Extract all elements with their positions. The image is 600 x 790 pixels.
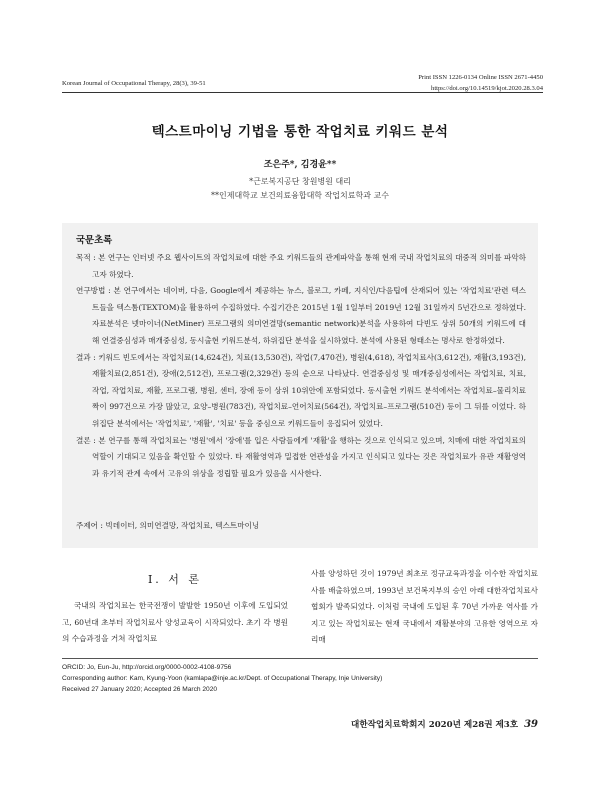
issn-line: Print ISSN 1226-0134 Online ISSN 2671-4450 [418, 74, 543, 81]
affiliation-2: **인제대학교 보건의료융합대학 작업치료학과 교수 [211, 191, 389, 200]
abstract-body [76, 250, 526, 482]
abstract-heading: 국문초록 [76, 235, 113, 246]
header-divider [62, 92, 543, 93]
abstract-purpose: 목적 : 본 연구는 인터넷 주요 웹사이트의 작업치료에 대한 주요 키워드들의 관계파악을 통해 현재 국내 작업치료의 대중적 의미를 파악하고자 하였다. [76, 253, 526, 279]
journal-footer [351, 718, 538, 730]
footnote-dates: Received 27 January 2020; Accepted 26 March 2020 [62, 686, 218, 693]
body-column-left [62, 598, 288, 648]
body-column-right [311, 566, 538, 649]
footnote-corresponding-author: Corresponding author: Kam, Kyung-Yoon (kamlapa@inje.ac.kr/Dept. of Occupational Therapy, Inje University) [62, 675, 383, 682]
doi-link[interactable]: https://doi.org/10.14519/kjot.2020.28.3.04 [431, 85, 543, 92]
affiliation-1: *근로복지공단 창원병원 대리 [249, 177, 351, 186]
abstract-keywords: 주제어 : 빅데이터, 의미연결망, 작업치료, 텍스트마이닝 [76, 521, 260, 530]
abstract-conclusion: 결론 : 본 연구를 통해 작업치료는 '병원'에서 '장애'를 입은 사람들에게 '재활'을 행하는 것으로 인식되고 있으며, 치매에 대한 작업치료의 역할이 기대되고 있음을 확인할 수 있었다. 타 재활영역과 밀접한 연관성을 가지고 인식되고 있다는 것은 작업치료가 유관 재활영역과 유기적 관계 속에서 고유의 위상을 정립할 필요가 있음을 시사한다. [76, 435, 526, 478]
intro-paragraph-left: 국내의 작업치료는 한국전쟁이 발발한 1950년 이후에 도입되었고, 60년대 초부터 작업치료사 양성교육이 시작되었다. 초기 각 병원의 수습과정을 거쳐 작업치료 [62, 601, 288, 643]
issn-doi-block [418, 72, 543, 94]
footnote-orcid: ORCID: Jo, Eun-Ju, http://orcid.org/0000-0002-4108-9756 [62, 664, 232, 671]
paper-authors: 조은주*, 김경윤** [263, 160, 337, 170]
journal-reference: Korean Journal of Occupational Therapy, 28(3), 39-51 [62, 80, 206, 87]
footnote-divider [62, 658, 538, 659]
abstract-methods: 연구방법 : 본 연구에서는 네이버, 다음, Google에서 제공하는 뉴스, 블로그, 카페, 지식인/다음팁에 산재되어 있는 '작업치료'관련 텍스트들을 텍스톰(TEXTOM)을 활용하여 수집하였다. 수집기간은 2015년 1월 1일부터 2019년 12월 31일까지 5년간으로 정하였다. 자료분석은 넷마이너(NetMiner) 프로그램의 의미연결망(semantic network)분석을 사용하여 다빈도 상위 50개의 키워드에 대해 연결중심성과 매개중심성, 동시출현 키워드분석, 하위집단 분석을 실시하였다. 분석에 사용된 형태소는 명사로 한정하였다. [76, 286, 526, 345]
abstract-results: 결과 : 키워드 빈도에서는 작업치료(14,624건), 치료(13,530건), 작업(7,470건), 병원(4,618), 작업치료사(3,612건), 재활(3,193건), 재활치료(2,851건), 장애(2,512건), 프로그램(2,329건) 등의 순으로 나타났다. 연결중심성 및 매개중심성에서는 작업치료, 치료, 작업, 작업치료, 재활, 프로그램, 병원, 센터, 장애 등이 상위 10위안에 포함되었다. 동시출현 키워드 분석에서는 작업치료–물리치료 짝이 997건으로 가장 많았고, 요양–병원(783건), 작업치료–언어치료(564건), 작업치료–프로그램(510건) 등이 그 뒤를 이었다. 하위집단 분석에서는 '작업치료', '재활', '치료' 등을 중심으로 키워드들이 응집되어 있었다. [76, 352, 526, 428]
journal-footer-text: 대한작업치료학회지 2020년 제28권 제3호 [351, 720, 519, 730]
paper-title: 텍스트마이닝 기법을 통한 작업치료 키워드 분석 [151, 124, 449, 140]
section-title: I. 서 론 [147, 573, 203, 586]
intro-paragraph-right: 사를 양성하던 것이 1979년 최초로 정규교육과정을 이수한 작업치료사를 배출하였으며, 1993년 보건복지부의 승인 아래 대한작업치료사협회가 발족되었다. 이처럼 국내에 도입된 후 70년 가까운 역사를 가지고 있는 작업치료는 현재 국내에서 재활분야의 고유한 영역으로 자리매 [311, 569, 538, 644]
page-number: 39 [524, 719, 538, 730]
footnotes [62, 662, 382, 695]
